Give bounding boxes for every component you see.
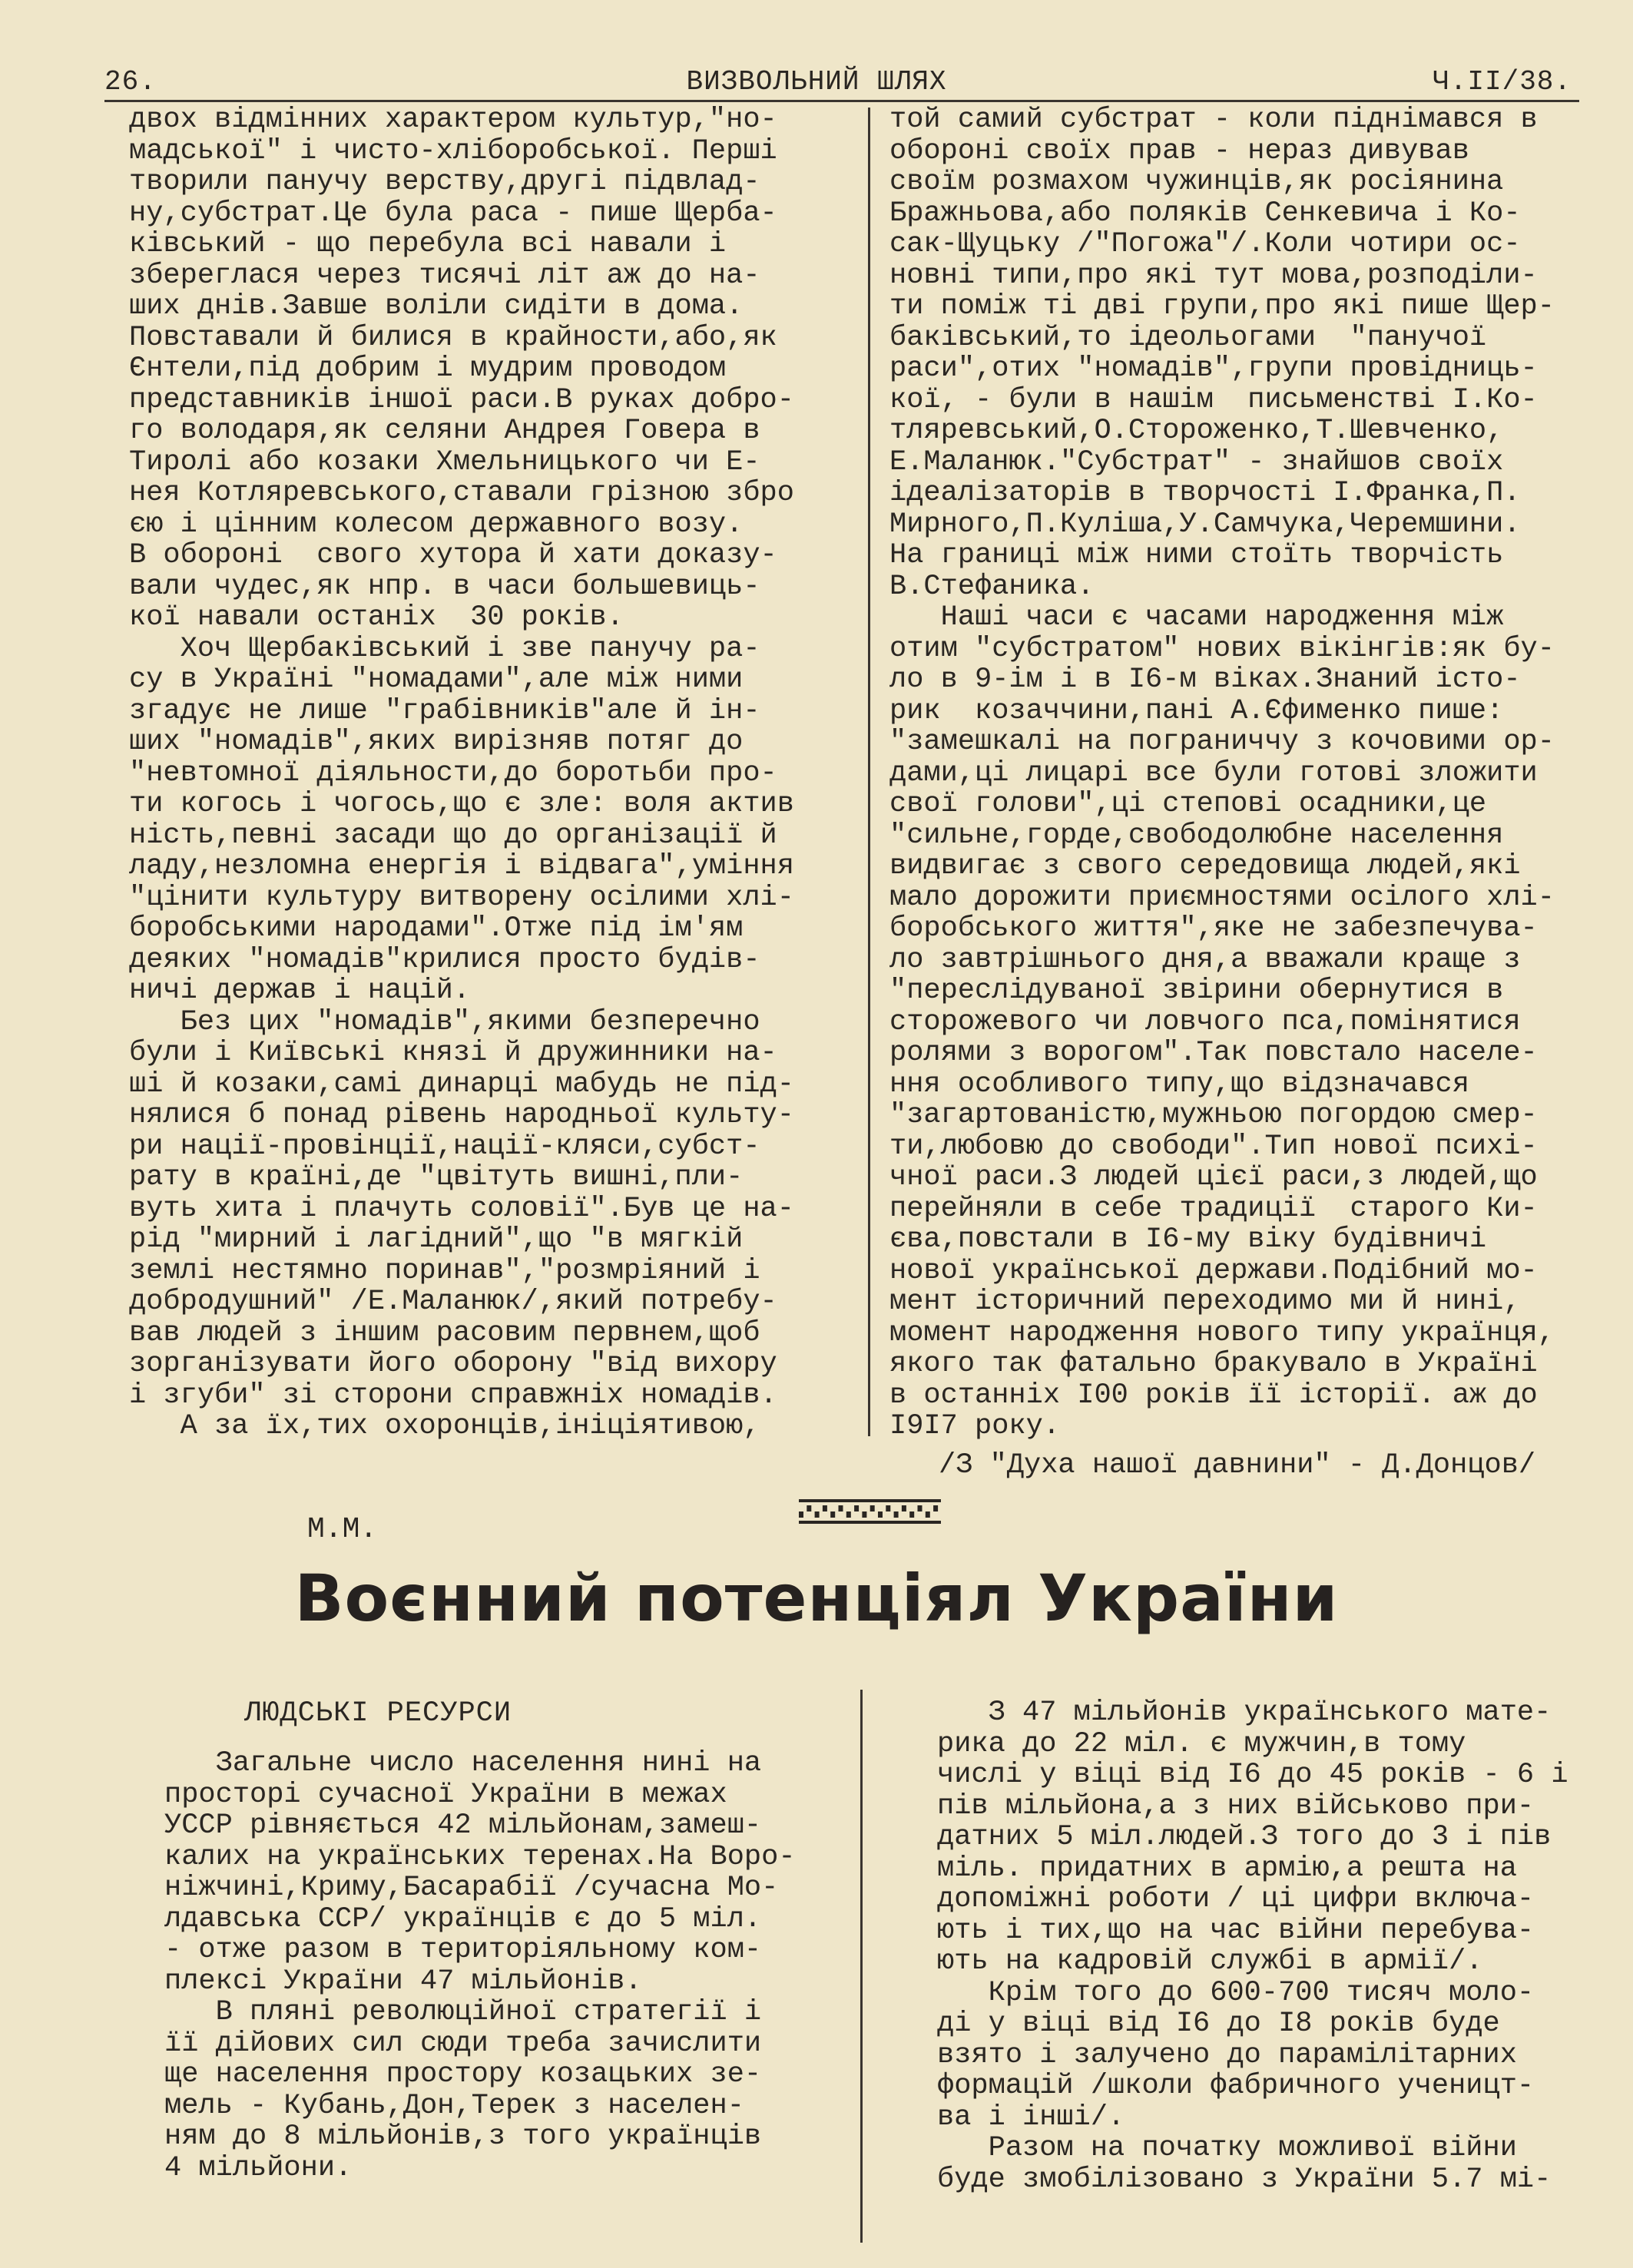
text-line: А за їх,тих охоронців,ініціятивою,: [129, 1410, 760, 1442]
text-line: Крім того до 600-700 тисяч моло-: [937, 1976, 1535, 2009]
text-line: були і Київські князі й дружинники на-: [129, 1037, 777, 1069]
text-line: момент народження нового типу українця,: [889, 1316, 1555, 1349]
text-line: ших "номадів",яких вирізняв потяг до: [129, 726, 744, 758]
text-line: сторожевого чи ловчого пса,помінятися: [889, 1005, 1521, 1038]
text-line: З 47 мільйонів українського мате-: [937, 1697, 1552, 1729]
text-line: нея Котляревського,ставали грізною збро: [129, 477, 794, 509]
text-line: свої голови",ці степові осадники,це: [889, 788, 1487, 820]
text-line: Тиролі або козаки Хмельницького чи Е-: [129, 445, 760, 478]
text-line: Е.Маланюк."Субстрат" - знайшов своїх: [889, 445, 1504, 478]
text-line: мель - Кубань,Дон,Терек з населен-: [164, 2089, 744, 2122]
text-line: новні типи,про які тут мова,розподіли-: [889, 259, 1538, 292]
text-line: і згуби" зі сторони справжніх номадів.: [129, 1379, 777, 1412]
text-line: Разом на початку можливої війни: [937, 2132, 1517, 2164]
text-line: взято і залучено до парамілітарних: [937, 2038, 1517, 2071]
text-line: ва і інші/.: [937, 2101, 1125, 2134]
text-line: Єнтели,під добрим і мудрим проводом: [129, 353, 727, 385]
text-line: кої навали останіх 30 років.: [129, 601, 624, 634]
text-line: - отже разом в територіяльному ком-: [164, 1934, 762, 1966]
text-line: числі у віці від I6 до 45 років - 6 і: [937, 1759, 1568, 1791]
text-line: зорганізувати його оборону "від вихору: [129, 1348, 777, 1380]
text-line: кої, - були в нашім письменстві І.Ко-: [889, 383, 1538, 416]
text-line: єва,повстали в I6-му віку будівничі: [889, 1223, 1487, 1256]
text-line: ти поміж ті дві групи,про які пише Щер-: [889, 290, 1555, 323]
text-line: збереглася через тисячі літ аж до на-: [129, 259, 760, 292]
text-line: пів мільйона,а з них військово при-: [937, 1790, 1535, 1823]
text-line: представників іншої раси.В руках добро-: [129, 383, 794, 416]
text-line: формацій /школи фабричного ученицт-: [937, 2070, 1535, 2102]
text-line: творили панучу верству,другі підвлад-: [129, 166, 760, 198]
text-line: су в Україні "номадами",але між ними: [129, 664, 744, 696]
text-line: Без цих "номадів",якими безперечно: [129, 1005, 760, 1038]
issue-number: Ч.II/38.: [1433, 66, 1572, 98]
page-number: 26.: [104, 66, 157, 98]
text-line: I9I7 року.: [889, 1410, 1061, 1442]
text-line: дами,ці лицарі все були готові зложити: [889, 757, 1538, 790]
text-line: ладу,незломна енергія і відвага",уміння: [129, 850, 794, 882]
text-line: УССР рівняється 42 мільйонам,замеш-: [164, 1809, 762, 1842]
text-line: лдавська ССР/ українців є до 5 міл.: [164, 1902, 762, 1935]
article-title: Воєнний потенціял України: [294, 1561, 1339, 1636]
text-line: калих на українських теренах.На Воро-: [164, 1840, 796, 1873]
text-line: боробськими народами".Отже під ім'ям: [129, 912, 744, 945]
text-line: ничі держав і націй.: [129, 975, 471, 1007]
text-line: в останніх I00 років її історії. аж до: [889, 1379, 1538, 1412]
text-line: допоміжні роботи / ці цифри включа-: [937, 1883, 1535, 1915]
text-line: нялися б понад рівень народньої культу-: [129, 1099, 794, 1131]
text-line: ідеалізаторів в творчості І.Франка,П.: [889, 477, 1521, 509]
text-line: 4 мільйони.: [164, 2151, 353, 2184]
text-line: деяких "номадів"крилися просто будів-: [129, 943, 760, 976]
text-line: ють на кадровій службі в армії/.: [937, 1945, 1483, 1978]
text-line: ших днів.Завше воліли сидіти в дома.: [129, 290, 744, 323]
text-line: просторі сучасної України в межах: [164, 1778, 727, 1811]
text-line: той самий субстрат - коли піднімався в: [889, 104, 1538, 136]
text-line: В обороні свого хутора й хати доказу-: [129, 539, 777, 571]
text-line: її дійових сил сюди треба зачислити: [164, 2027, 762, 2060]
text-line: баківський,то ідеольогами "панучої: [889, 321, 1487, 354]
text-line: ну,субстрат.Це була раса - пише Щерба-: [129, 197, 777, 230]
text-line: ще населення простору козацьких зе-: [164, 2058, 762, 2091]
column-divider: [868, 108, 870, 1436]
text-line: раси",отих "номадів",групи провідниць-: [889, 353, 1538, 385]
text-line: тляревський,О.Стороженко,Т.Шевченко,: [889, 415, 1504, 447]
text-line: ри нації-провінції,нації-кляси,субст-: [129, 1130, 760, 1163]
article-byline: М.М.: [307, 1513, 378, 1546]
text-line: плексі України 47 мільйонів.: [164, 1965, 642, 1998]
text-line: видвигає з свого середовища людей,які: [889, 850, 1521, 882]
text-line: ролями з ворогом".Так повстало населе-: [889, 1037, 1538, 1069]
text-line: В пляні революційної стратегії і: [164, 1996, 762, 2028]
text-line: ло в 9-ім і в I6-м віках.Знаний істо-: [889, 664, 1521, 696]
text-line: рика до 22 міл. є мужчин,в тому: [937, 1727, 1466, 1760]
text-line: буде змобілізовано з України 5.7 мі-: [937, 2163, 1552, 2196]
text-line: вав людей з іншим расовим первнем,щоб: [129, 1316, 760, 1349]
text-line: В.Стефаника.: [889, 570, 1095, 603]
text-line: "загартованістю,мужньою погордою смер-: [889, 1099, 1538, 1131]
text-line: Мирного,П.Куліша,У.Самчука,Черемшини.: [889, 508, 1521, 541]
text-line: Загальне число населення нині на: [164, 1747, 762, 1780]
text-line: рід "мирний і лагідний",що "в мягкій: [129, 1223, 744, 1256]
text-line: рату в країні,де "цвітуть вишні,пли-: [129, 1161, 744, 1194]
article1-right-column: [889, 104, 1555, 1442]
section-ornament: [799, 1498, 941, 1525]
text-line: Хоч Щербаківський і зве панучу ра-: [129, 632, 760, 665]
text-line: ням до 8 мільйонів,з того українців: [164, 2121, 762, 2153]
text-line: Бражньова,або поляків Сенкевича і Ко-: [889, 197, 1521, 230]
text-line: ння особливого типу,що відзначався: [889, 1068, 1469, 1101]
text-line: якого так фатально бракувало в Україні: [889, 1348, 1538, 1380]
text-line: боробського життя",яке не забезпечува-: [889, 912, 1538, 945]
article2-right-column: [937, 1697, 1568, 2195]
text-line: На границі між ними стоїть творчість: [889, 539, 1504, 571]
text-line: нової української держави.Подібний мо-: [889, 1254, 1538, 1287]
article-source: /З "Духа нашої давнини" - Д.Донцов/: [939, 1449, 1536, 1482]
text-line: "цінити культуру витворену осілими хлі-: [129, 881, 794, 914]
text-line: "сильне,горде,свободолюбне населення: [889, 819, 1504, 852]
text-line: ти когось і чогось,що є зле: воля актив: [129, 788, 794, 820]
text-line: ність,певні засади що до організації й: [129, 819, 777, 852]
text-line: "невтомної діяльности,до боротьби про-: [129, 757, 777, 790]
text-line: рик козаччини,пані А.Єфименко пише:: [889, 694, 1504, 727]
text-line: землі нестямно поринав","розмріяний і: [129, 1254, 760, 1287]
text-line: отим "субстратом" нових вікінгів:як бу-: [889, 632, 1555, 665]
text-line: двох відмінних характером культур,"но-: [129, 104, 777, 136]
section-heading: ЛЮДСЬКІ РЕСУРСИ: [244, 1697, 512, 1730]
text-line: "замешкалі на пограниччу з кочовими ор-: [889, 726, 1555, 758]
text-line: єю і цінним колесом державного возу.: [129, 508, 744, 541]
text-line: ють і тих,що на час війни перебува-: [937, 1914, 1535, 1947]
text-line: ло завтрішнього дня,а вважали краще з: [889, 943, 1521, 976]
text-line: міль. придатних в армію,а решта на: [937, 1852, 1517, 1885]
text-line: датних 5 міл.людей.З того до 3 і пів: [937, 1821, 1552, 1853]
text-line: сак-Щуцьку /"Погожа"/.Коли чотири ос-: [889, 228, 1521, 260]
text-line: перейняли в себе традиції старого Ки-: [889, 1192, 1538, 1225]
text-line: вуть хита і плачуть соловії".Був це на-: [129, 1192, 794, 1225]
article2-left-column: [164, 1748, 796, 2184]
text-line: мадської" і чисто-хліборобської. Перші: [129, 134, 777, 167]
text-line: го володаря,як селяни Андрея Говера в: [129, 415, 760, 447]
article1-left-column: [129, 104, 794, 1442]
text-line: мало дорожити приємностями осілого хлі-: [889, 881, 1555, 914]
text-line: чної раси.З людей цієї раси,з людей,що: [889, 1161, 1538, 1194]
text-line: добродушний" /Е.Маланюк/,який потребу-: [129, 1286, 777, 1318]
text-line: Повставали й билися в крайности,або,як: [129, 321, 777, 354]
text-line: Наші часи є часами народження між: [889, 601, 1504, 634]
text-line: обороні своїх прав - нераз дивував: [889, 134, 1469, 167]
text-line: ківський - що перебула всі навали і: [129, 228, 727, 260]
text-line: ді у віці від I6 до I8 років буде: [937, 2008, 1500, 2040]
text-line: "переслідуваної звірини обернутися в: [889, 975, 1504, 1007]
column-divider-lower: [860, 1690, 863, 2243]
journal-title: ВИЗВОЛЬНИЙ ШЛЯХ: [686, 66, 947, 98]
header-rule: [104, 100, 1579, 102]
text-line: ші й козаки,самі динарці мабудь не під-: [129, 1068, 794, 1101]
text-line: мент історичний переходимо ми й нині,: [889, 1286, 1521, 1318]
text-line: вали чудес,як нпр. в часи большевиць-: [129, 570, 760, 603]
text-line: ти,любовю до свободи".Тип нової психі-: [889, 1130, 1538, 1163]
text-line: згадує не лише "грабівників"але й ін-: [129, 694, 760, 727]
text-line: ніжчині,Криму,Басарабії /сучасна Мо-: [164, 1872, 779, 1904]
text-line: своїм розмахом чужинців,як росіянина: [889, 166, 1504, 198]
